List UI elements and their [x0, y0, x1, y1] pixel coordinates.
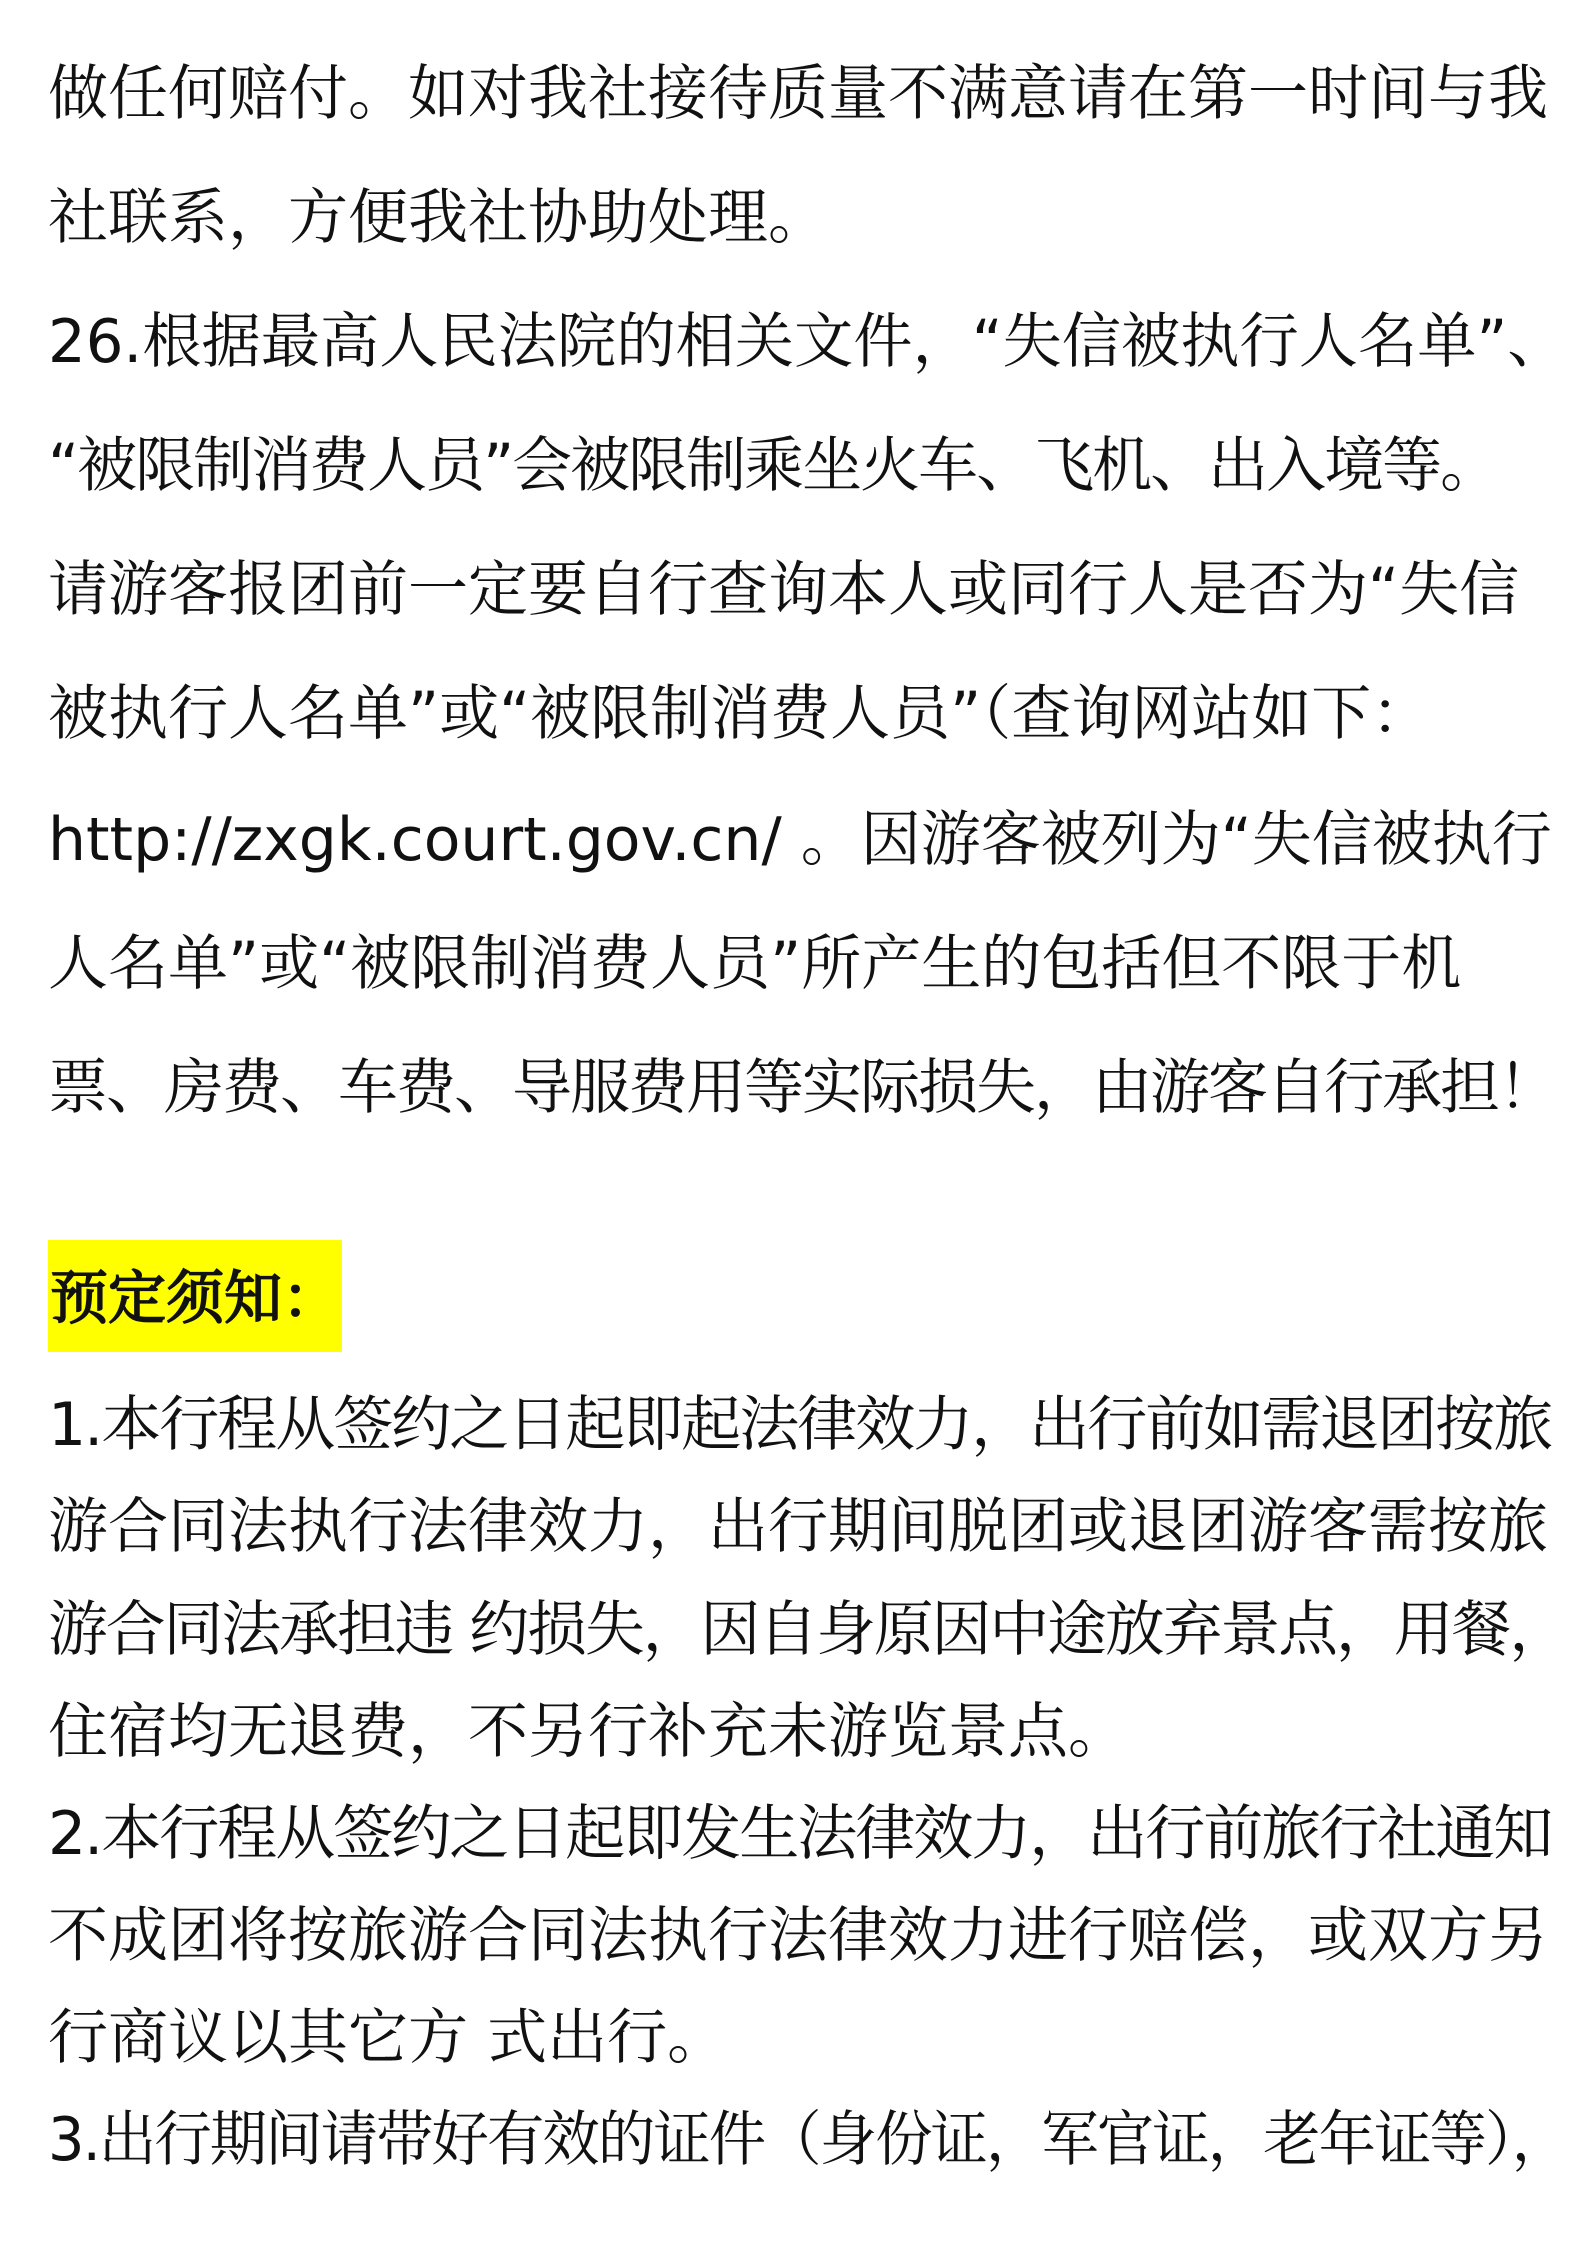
section-heading: 预定须知：	[50, 1264, 341, 1332]
notice-line: 2.本行程从签约之日起即发生法律效力，出行前旅行社通知	[48, 1799, 1552, 1869]
paragraph-line: 社联系，方便我社协助处理。	[48, 183, 828, 253]
paragraph-line: 26.根据最高人民法院的相关文件，“失信被执行人名单”、	[48, 307, 1567, 377]
notice-line: 游合同法承担违 约损失，因自身原因中途放弃景点，用餐，	[48, 1595, 1568, 1665]
notice-line: 不成团将按旅游合同法执行法律效力进行赔偿，或双方另	[48, 1901, 1548, 1971]
paragraph-line: 请游客报团前一定要自行查询本人或同行人是否为“失信	[48, 555, 1520, 625]
paragraph-line: 人名单”或“被限制消费人员”所产生的包括但不限于机	[48, 929, 1462, 999]
notice-line: 行商议以其它方 式出行。	[48, 2003, 728, 2073]
paragraph-line: 票、房费、车费、导服费用等实际损失，由游客自行承担！	[48, 1053, 1556, 1123]
notice-line: 1.本行程从签约之日起即起法律效力，出行前如需退团按旅	[48, 1390, 1552, 1460]
notice-line: 3.出行期间请带好有效的证件（身份证，军官证，老年证等），	[48, 2105, 1568, 2175]
notice-line: 住宿均无退费，不另行补充未游览景点。	[48, 1697, 1128, 1767]
notice-line: 游合同法执行法律效力，出行期间脱团或退团游客需按旅	[48, 1492, 1548, 1562]
url-line: http://zxgk.court.gov.cn/ 。因游客被列为“失信被执行	[48, 805, 1552, 875]
paragraph-line: 做任何赔付。如对我社接待质量不满意请在第一时间与我	[48, 59, 1548, 129]
paragraph-line: “被限制消费人员”会被限制乘坐火车、飞机、出入境等。	[48, 431, 1499, 501]
paragraph-line: 被执行人名单”或“被限制消费人员”（查询网站如下：	[48, 679, 1432, 749]
